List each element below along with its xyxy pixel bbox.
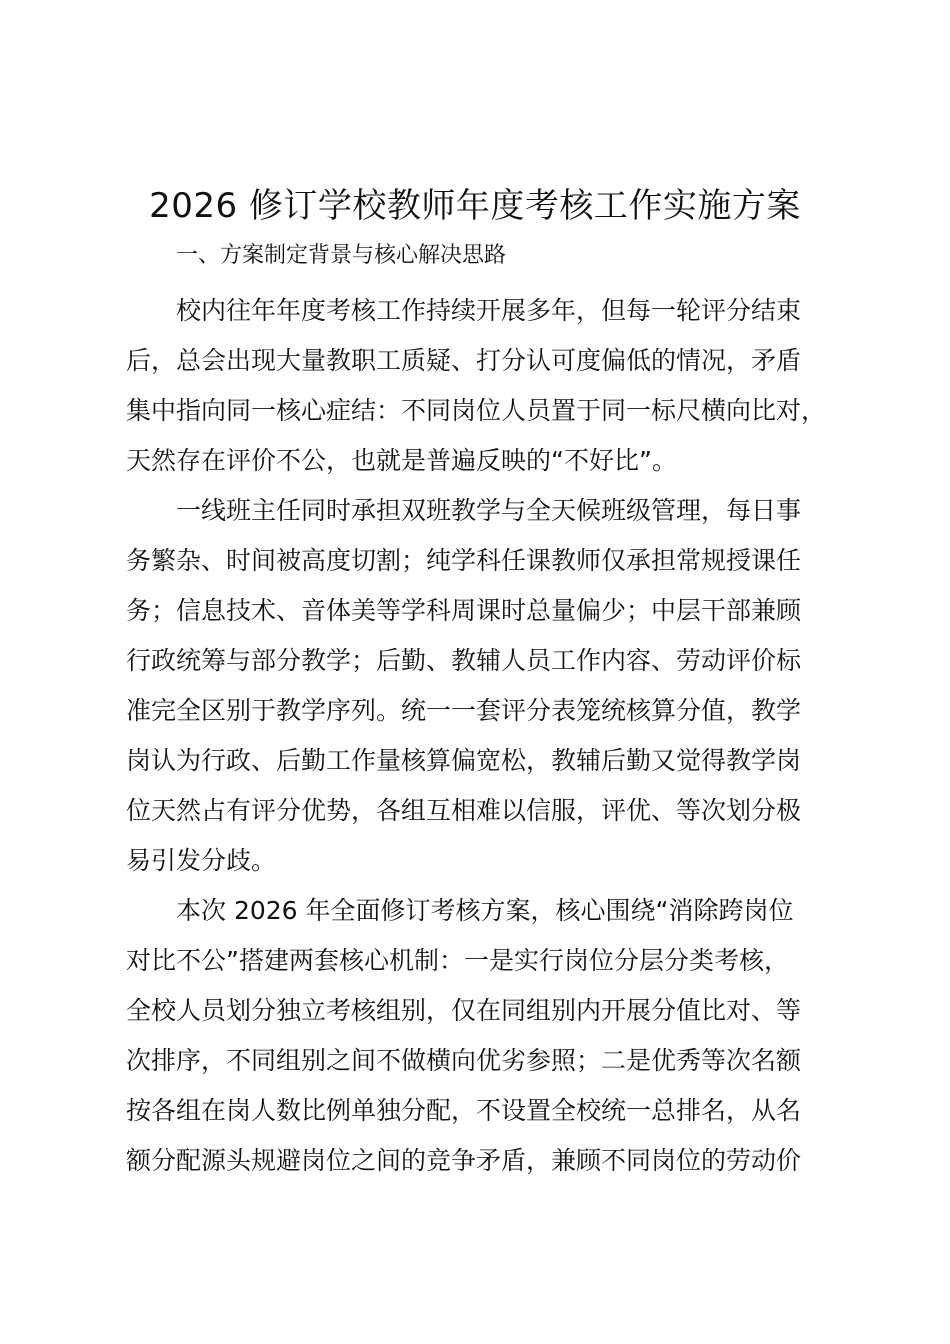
paragraph-line: 按各组在岗人数比例单独分配，不设置全校统一总排名，从名: [126, 1096, 802, 1125]
paragraph-1: [126, 286, 838, 486]
paragraph-line: 准完全区别于教学序列。统一一套评分表笼统核算分值，教学: [126, 696, 802, 725]
paragraph-line: 行政统筹与部分教学；后勤、教辅人员工作内容、劳动评价标: [126, 646, 802, 675]
paragraph-line: 集中指向同一核心症结：不同岗位人员置于同一标尺横向比对，: [126, 396, 827, 425]
paragraph-line: 务；信息技术、音体美等学科周课时总量偏少；中层干部兼顾: [126, 596, 802, 625]
paragraph-line: 本次 2026 年全面修订考核方案，核心围绕“消除跨岗位: [176, 896, 794, 925]
paragraph-line: 对比不公”搭建两套核心机制：一是实行岗位分层分类考核，: [126, 946, 789, 975]
paragraph-line: 校内往年年度考核工作持续开展多年，但每一轮评分结束: [176, 296, 802, 325]
paragraph-line: 天然存在评价不公，也就是普遍反映的“不好比”。: [126, 446, 677, 475]
paragraph-3: [126, 886, 838, 1186]
document-body: [126, 237, 838, 1186]
document-title: 2026 修订学校教师年度考核工作实施方案: [149, 186, 801, 226]
paragraph-line: 岗认为行政、后勤工作量核算偏宽松，教辅后勤又觉得教学岗: [126, 746, 802, 775]
paragraph-2: [126, 486, 838, 886]
paragraph-line: 一线班主任同时承担双班教学与全天候班级管理，每日事: [176, 496, 802, 525]
paragraph-line: 务繁杂、时间被高度切割；纯学科任课教师仅承担常规授课任: [126, 546, 802, 575]
paragraph-line: 后，总会出现大量教职工质疑、打分认可度偏低的情况，矛盾: [126, 346, 802, 375]
paragraph-line: 易引发分歧。: [126, 846, 277, 875]
paragraph-line: 全校人员划分独立考核组别，仅在同组别内开展分值比对、等: [126, 996, 802, 1025]
section-heading: 一、方案制定背景与核心解决思路: [176, 243, 507, 268]
paragraph-line: 次排序，不同组别之间不做横向优劣参照；二是优秀等次名额: [126, 1046, 802, 1075]
paragraph-line: 位天然占有评分优势，各组互相难以信服，评优、等次划分极: [126, 796, 802, 825]
paragraph-line: 额分配源头规避岗位之间的竞争矛盾，兼顾不同岗位的劳动价: [126, 1146, 802, 1175]
